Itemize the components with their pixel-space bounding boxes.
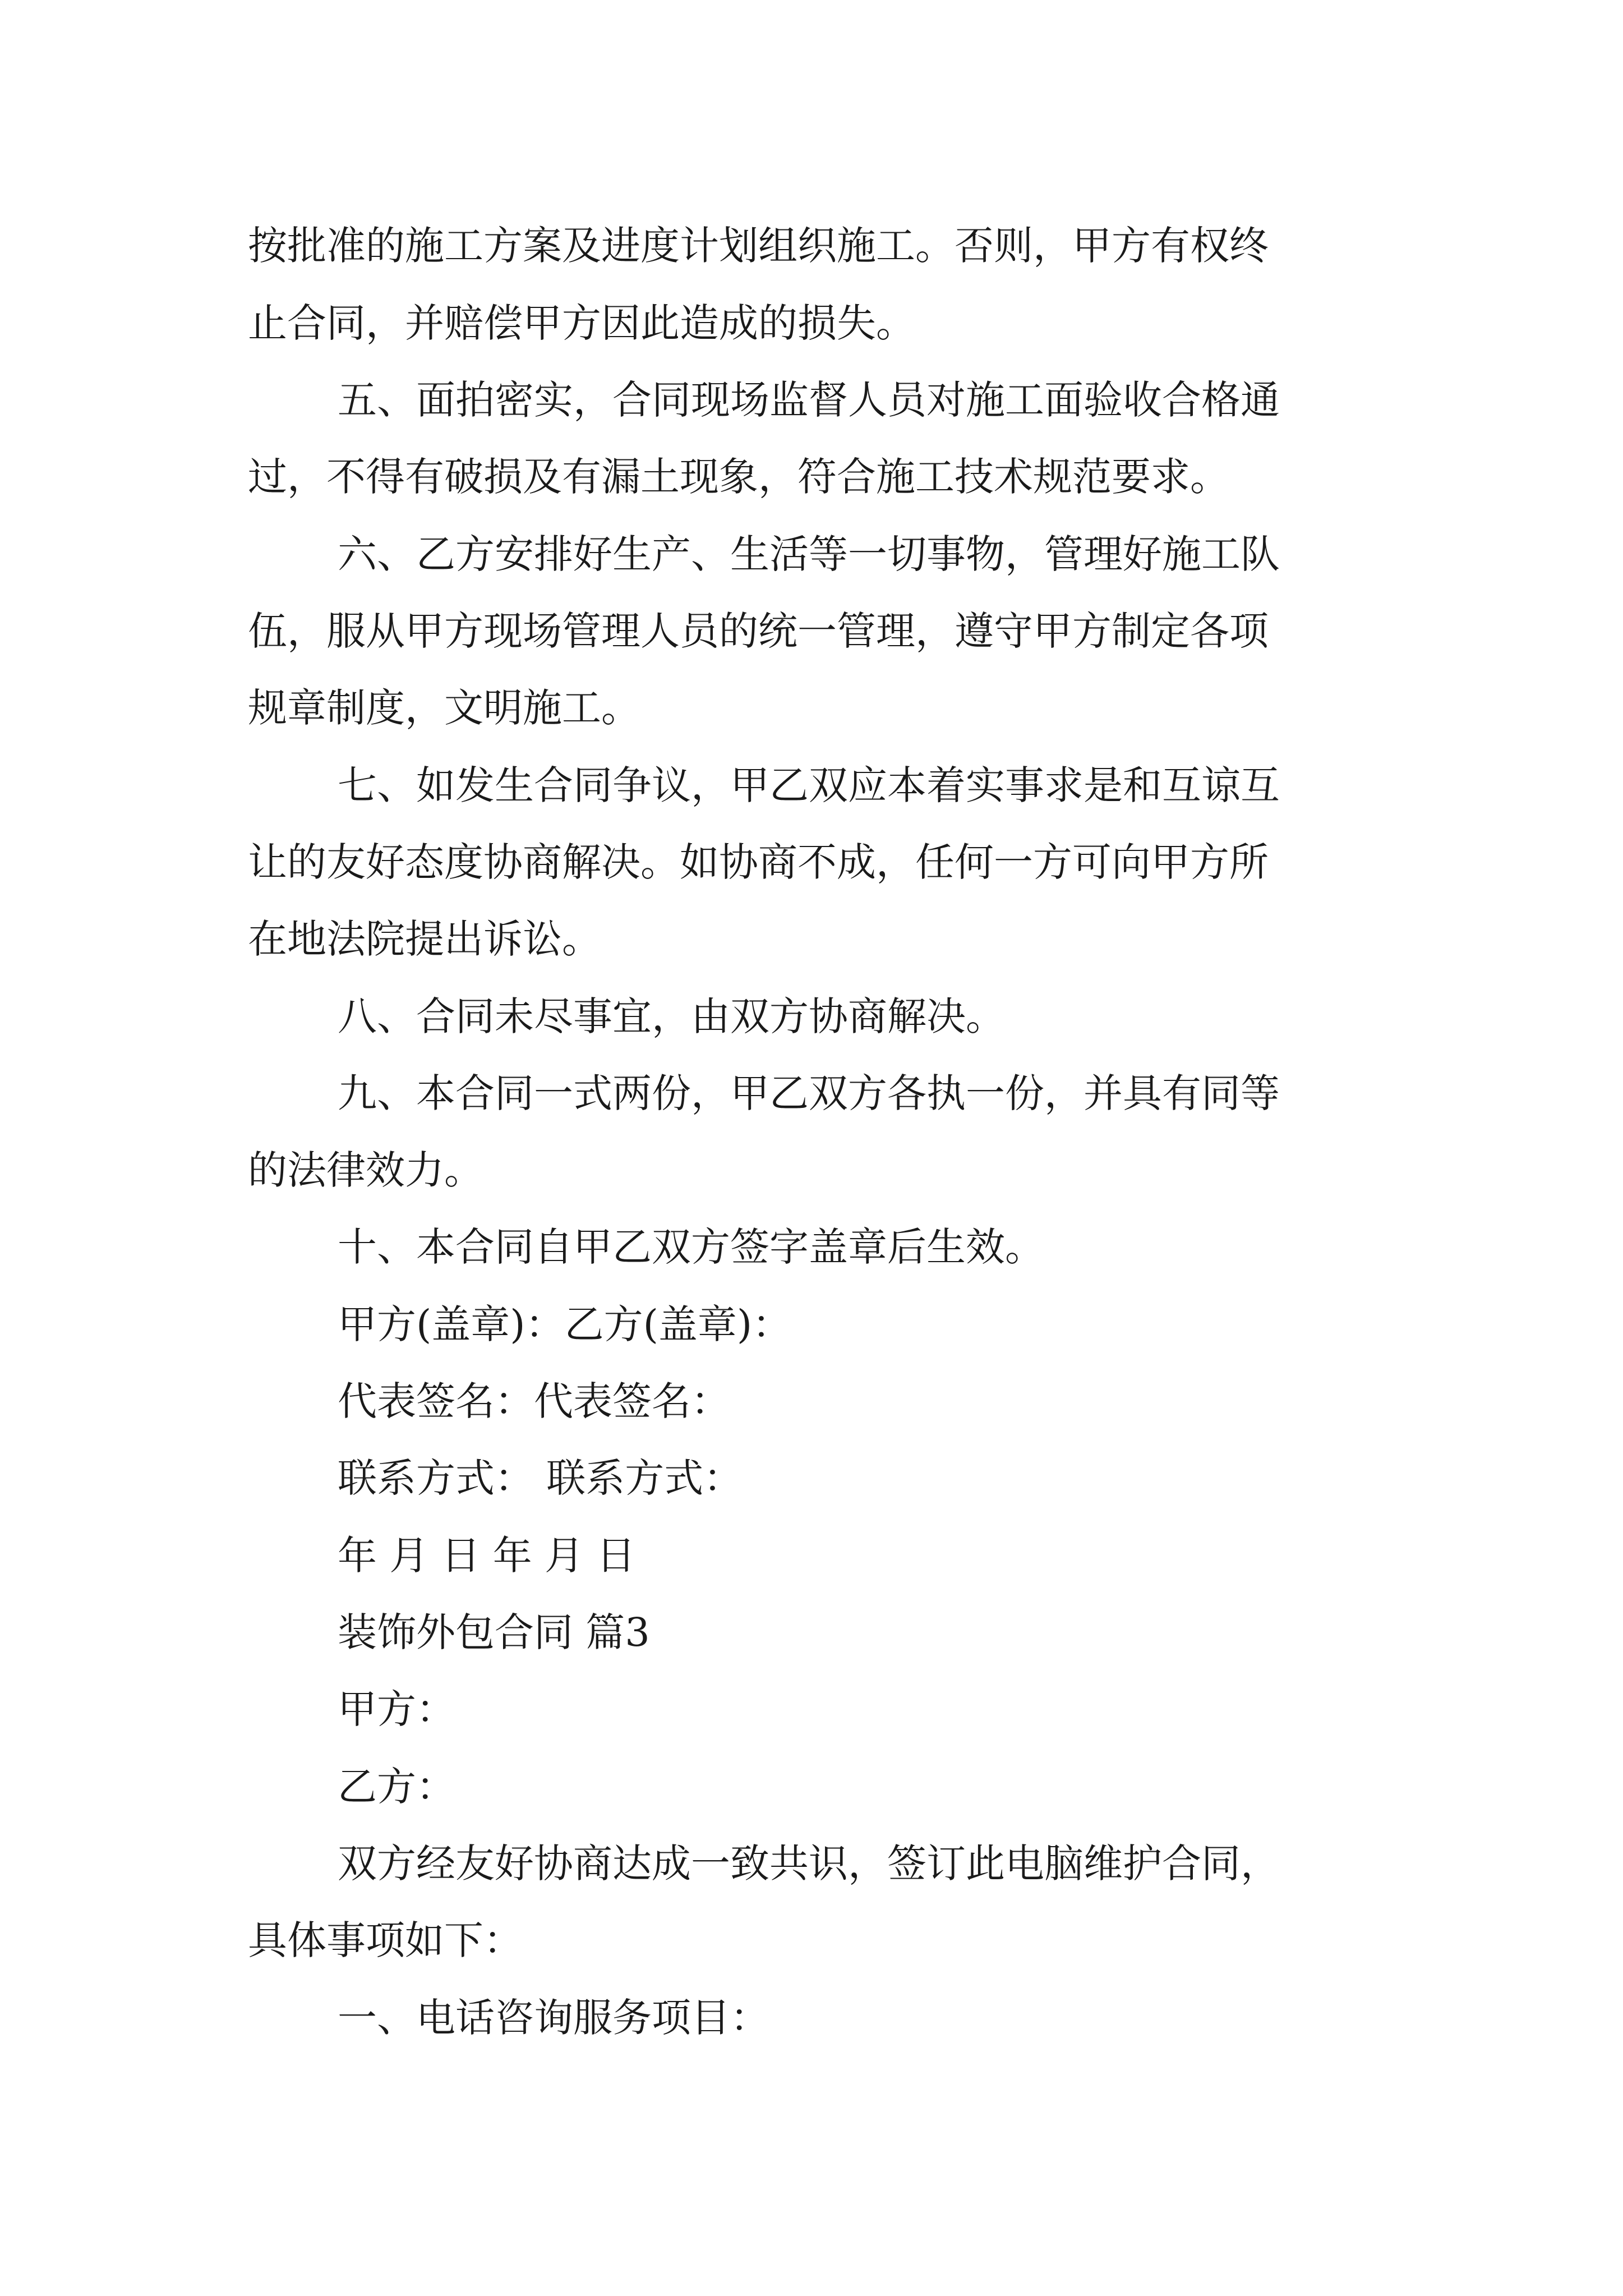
text-line: 具体事项如下： [248, 1917, 523, 1963]
text-line: 双方经友好协商达成一致共识，签订此电脑维护合同， [338, 1841, 1280, 1887]
text-line: 六、乙方安排好生产、生活等一切事物，管理好施工队 [338, 531, 1280, 577]
text-line: 十、本合同自甲乙双方签字盖章后生效。 [338, 1224, 1044, 1270]
text-line: 在地法院提出诉讼。 [248, 916, 601, 962]
signature-name-line: 代表签名：代表签名： [338, 1378, 730, 1424]
text-line: 过，不得有破损及有漏土现象，符合施工技术规范要求。 [248, 454, 1229, 500]
section-title: 装饰外包合同 篇3 [338, 1609, 650, 1655]
text-line: 的法律效力。 [248, 1147, 483, 1193]
text-line: 止合同，并赔偿甲方因此造成的损失。 [248, 300, 915, 346]
text-line: 让的友好态度协商解决。如协商不成，任何一方可向甲方所 [248, 839, 1269, 885]
party-a-line: 甲方： [338, 1686, 455, 1732]
text-line: 五、面拍密实，合同现场监督人员对施工面验收合格通 [338, 377, 1280, 423]
text-line: 九、本合同一式两份，甲乙双方各执一份，并具有同等 [338, 1070, 1280, 1116]
contact-line: 联系方式： 联系方式： [338, 1455, 743, 1501]
date-line: 年 月 日 年 月 日 [338, 1533, 636, 1579]
text-line: 按批准的施工方案及进度计划组织施工。否则，甲方有权终 [248, 223, 1269, 269]
party-b-line: 乙方： [338, 1764, 455, 1810]
text-line: 一、电话咨询服务项目： [338, 1995, 769, 2041]
text-line: 七、如发生合同争议，甲乙双应本着实事求是和互谅互 [338, 762, 1280, 808]
text-line: 八、合同未尽事宜，由双方协商解决。 [338, 993, 1005, 1039]
text-line: 伍，服从甲方现场管理人员的统一管理，遵守甲方制定各项 [248, 608, 1269, 654]
signature-party-line: 甲方(盖章)：乙方(盖章)： [338, 1301, 792, 1347]
text-line: 规章制度，文明施工。 [248, 685, 640, 731]
